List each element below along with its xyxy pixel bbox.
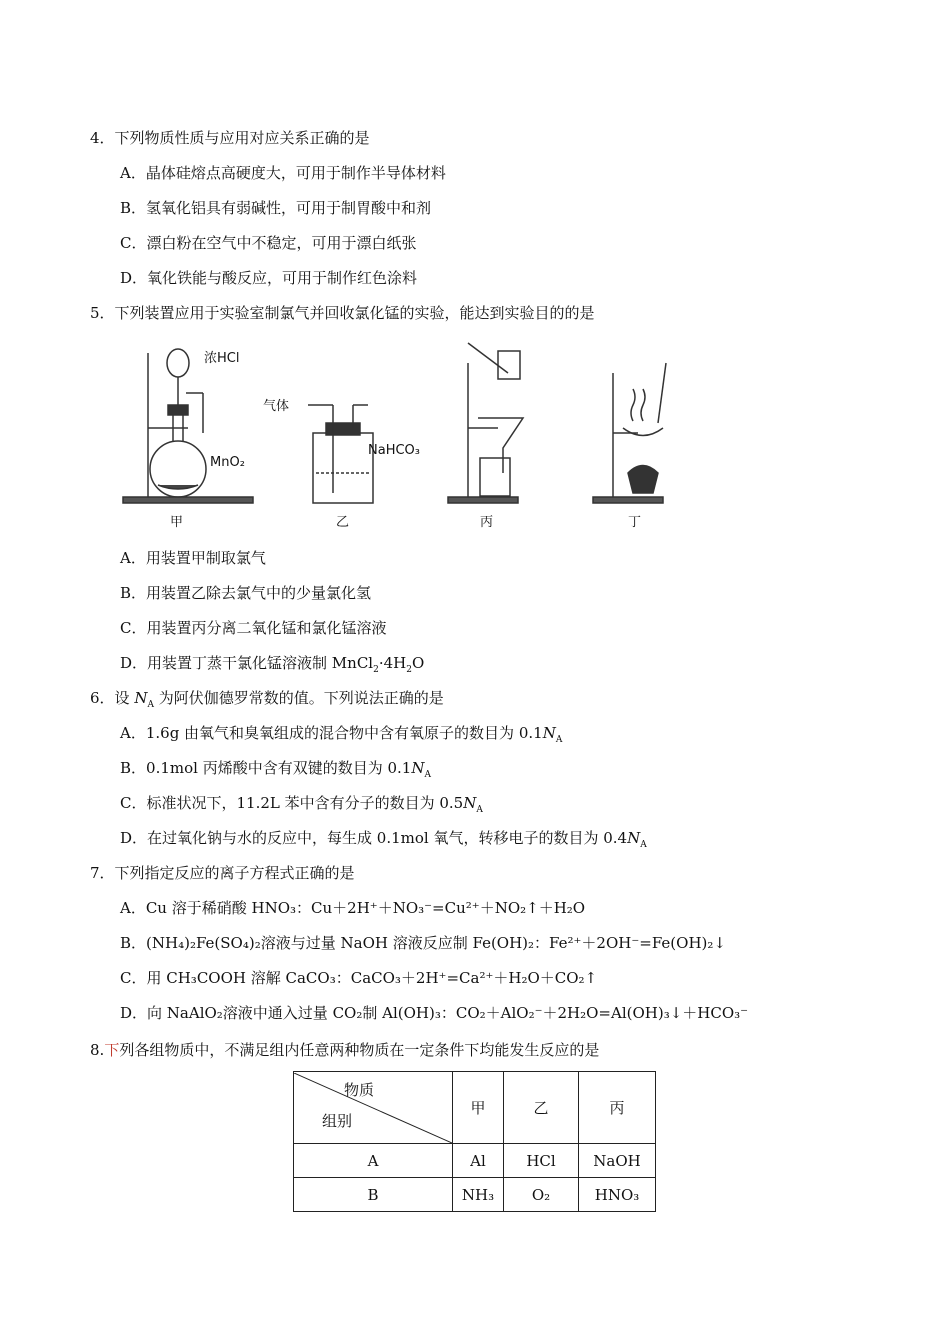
label-gas: 气体 bbox=[263, 399, 290, 414]
q7-option-a: A．Cu 溶于稀硝酸 HNO₃：Cu＋2H⁺＋NO₃⁻=Cu²⁺＋NO₂↑＋H₂O bbox=[120, 899, 586, 917]
table-row bbox=[294, 1144, 656, 1178]
label-yi: 乙 bbox=[336, 515, 350, 530]
table-cell: O₂ bbox=[504, 1178, 579, 1212]
q5-option-d: D．用装置丁蒸干氯化锰溶液制 $MnCl_2\cdot 4H_2O$ bbox=[120, 654, 425, 675]
q4-stem: 4．下列物质性质与应用对应关系正确的是 bbox=[90, 129, 370, 147]
q6-option-a: A．1.6g 由氧气和臭氧组成的混合物中含有氧原子的数目为 $0.1N_A$ bbox=[120, 724, 563, 745]
q5-option-c: C．用装置丙分离二氧化锰和氯化锰溶液 bbox=[120, 619, 387, 637]
q6-stem: 6．设 $N_A$ 为阿伏伽德罗常数的值。下列说法正确的是 bbox=[90, 689, 444, 710]
header-substance: 物质 bbox=[343, 1080, 374, 1099]
q7-option-c: C．用 CH₃COOH 溶解 CaCO₃：CaCO₃＋2H⁺=Ca²⁺＋H₂O＋CO₂↑ bbox=[120, 969, 598, 987]
table-diagonal-header bbox=[294, 1072, 453, 1144]
q4-option-a: A．晶体硅熔点高硬度大，可用于制作半导体材料 bbox=[120, 164, 446, 182]
q6-option-b: B．0.1mol 丙烯酸中含有双键的数目为 $0.1N_A$ bbox=[120, 759, 431, 780]
table-header-cell: 丙 bbox=[579, 1072, 656, 1144]
apparatus-figure bbox=[118, 333, 713, 533]
table-cell: NH₃ bbox=[453, 1178, 504, 1212]
table-cell: HCl bbox=[504, 1144, 579, 1178]
q7-option-b: B．(NH₄)₂Fe(SO₄)₂溶液与过量 NaOH 溶液反应制 Fe(OH)₂：Fe²⁺＋2OH⁻=Fe(OH)₂↓ bbox=[120, 934, 726, 952]
q8-table bbox=[293, 1071, 656, 1212]
label-mno2: MnO₂ bbox=[210, 455, 245, 470]
q4-option-b: B．氢氧化铝具有弱碱性，可用于制胃酸中和剂 bbox=[120, 199, 432, 217]
q5-option-b: B．用装置乙除去氯气中的少量氯化氢 bbox=[120, 584, 372, 602]
q6-option-c: C．标准状况下，11.2L 苯中含有分子的数目为 $0.5N_A$ bbox=[120, 794, 483, 815]
q7-option-d: D．向 NaAlO₂溶液中通入过量 CO₂制 Al(OH)₃：CO₂＋AlO₂⁻＋2H₂O=Al(OH)₃↓＋HCO₃⁻ bbox=[120, 1004, 749, 1022]
q4-option-c: C．漂白粉在空气中不稳定，可用于漂白纸张 bbox=[120, 234, 417, 252]
table-cell: HNO₃ bbox=[579, 1178, 656, 1212]
label-conc-hcl: 浓HCl bbox=[204, 351, 240, 366]
q5-option-a: A．用装置甲制取氯气 bbox=[120, 549, 266, 567]
table-header-cell: 乙 bbox=[504, 1072, 579, 1144]
q8-stem: 8.下列各组物质中，不满足组内任意两种物质在一定条件下均能发生反应的是 bbox=[90, 1041, 600, 1059]
q6-option-d: D．在过氧化钠与水的反应中，每生成 0.1mol 氧气，转移电子的数目为 $0.4N_A$ bbox=[120, 829, 647, 850]
q7-stem: 7．下列指定反应的离子方程式正确的是 bbox=[90, 864, 355, 882]
q4-option-d: D．氧化铁能与酸反应，可用于制作红色涂料 bbox=[120, 269, 418, 287]
table-cell: A bbox=[294, 1144, 453, 1178]
table-cell: Al bbox=[453, 1144, 504, 1178]
q5-stem: 5．下列装置应用于实验室制氯气并回收氯化锰的实验，能达到实验目的的是 bbox=[90, 304, 595, 322]
label-bing: 丙 bbox=[480, 515, 494, 530]
header-group: 组别 bbox=[322, 1111, 353, 1130]
table-cell: B bbox=[294, 1178, 453, 1212]
table-row bbox=[294, 1178, 656, 1212]
label-nahco3: NaHCO₃ bbox=[368, 443, 420, 458]
label-ding: 丁 bbox=[628, 515, 642, 530]
table-cell: NaOH bbox=[579, 1144, 656, 1178]
label-jia: 甲 bbox=[170, 515, 184, 530]
table-header-cell: 甲 bbox=[453, 1072, 504, 1144]
